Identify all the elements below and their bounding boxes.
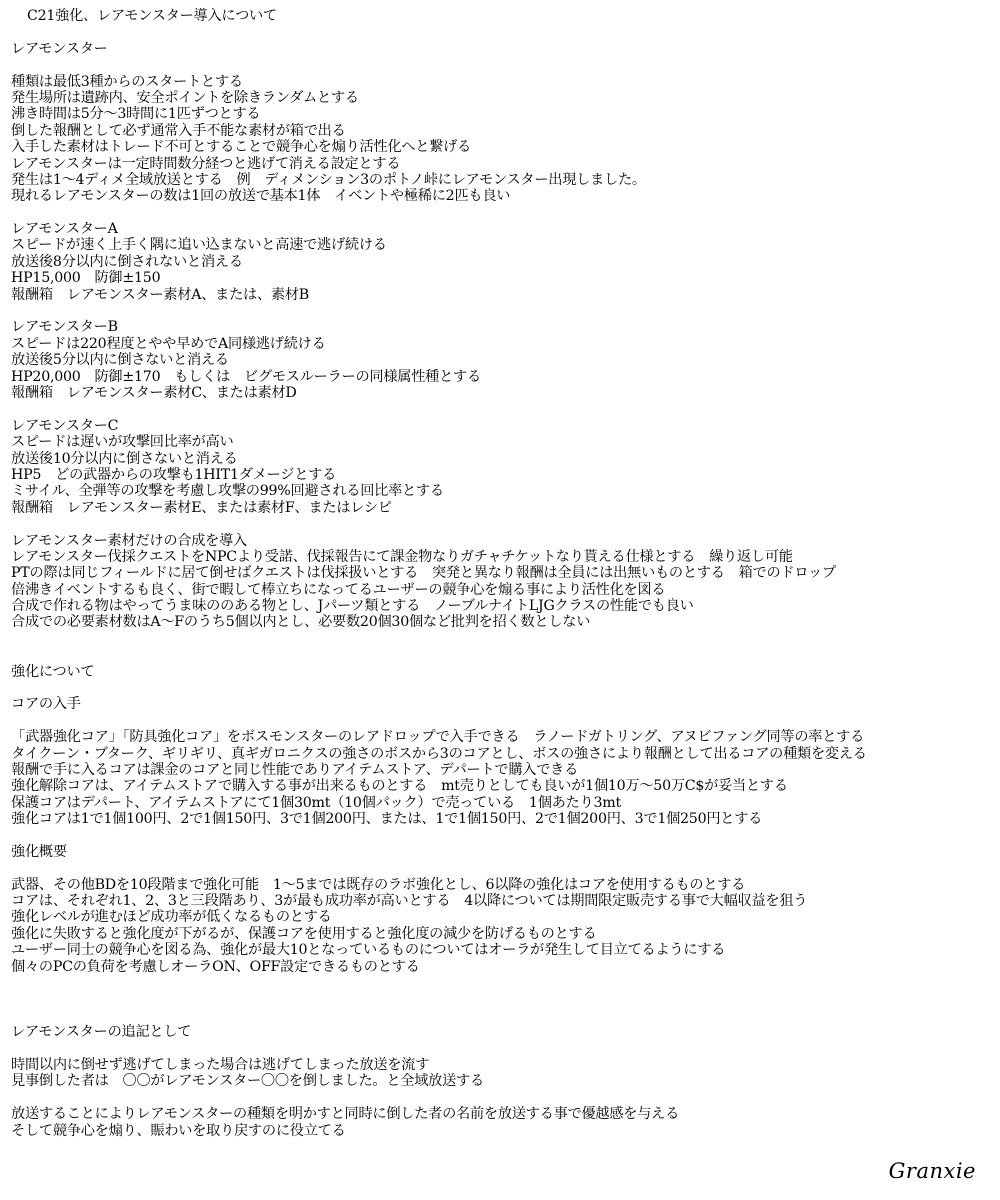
text-line: 放送後10分以内に倒さないと消える (11, 450, 238, 467)
text-line: 強化コアは1で1個100円、2で1個150円、3で1個200円、または、1で1個150円、2で1個200円、3で1個250円とする (11, 811, 763, 828)
blank-line (11, 1041, 996, 1057)
text-line: 強化に失敗すると強化度が下がるが、保護コアを使用すると強化度の減少を防げるものとする (11, 925, 597, 942)
blank-line (11, 1090, 996, 1106)
text-line: レアモンスター (11, 40, 108, 57)
blank-line (11, 713, 996, 729)
document-title: C21強化、レアモンスター導入について (27, 8, 277, 24)
text-line: HP20,000 防御±170 もしくは ビグモスルーラーの同様属性種とする (11, 368, 481, 385)
text-line: 報酬で手に入るコアは課金のコアと同じ性能でありアイテムストア、デパートで購入できる (11, 761, 579, 778)
text-line: タイクーン・ブターク、ギリギリ、真ギガロニクスの強さのボスから3のコアとし、ボスの強さにより報酬として出るコアの種類を変える (11, 745, 867, 762)
text-line: 時間以内に倒せず逃げてしまった場合は逃げてしまった放送を流す (11, 1057, 430, 1073)
text-line: 強化概要 (11, 843, 67, 860)
text-line: レアモンスター素材だけの合成を導入 (11, 532, 247, 549)
text-line: ミサイル、全弾等の攻撃を考慮し攻撃の99%回避される回比率とする (11, 483, 444, 500)
blank-line (11, 401, 996, 417)
text-line: 発生は1～4ディメ全域放送とする 例 ディメンション3のポトノ峠にレアモンスター出現しました。 (11, 171, 646, 188)
text-line: スピードは遅いが攻撃回比率が高い (11, 434, 234, 451)
text-line: コアの入手 (11, 696, 81, 713)
text-line: 入手した素材はトレード不可とすることで競争心を煽り活性化へと繋げる (11, 139, 471, 156)
text-line: 報酬箱 レアモンスター素材C、または素材D (11, 384, 297, 401)
blank-line (11, 631, 996, 647)
text-line: レアモンスターC (11, 417, 119, 434)
text-line: 見事倒した者は 〇〇がレアモンスター〇〇を倒しました。と全域放送する (11, 1073, 484, 1090)
blank-line (11, 828, 996, 844)
text-line: レアモンスターの追記として (11, 1024, 192, 1041)
blank-line (11, 516, 996, 532)
text-line: 合成での必要素材数はA～Fのうち5個以内とし、必要数20個30個など批判を招く数としない (11, 614, 591, 631)
text-line: 沸き時間は5分～3時間に1匹ずつとする (11, 106, 261, 123)
text-line: 放送することによりレアモンスターの種類を明かすと同時に倒した者の名前を放送する事で優越感を与える (11, 1106, 680, 1123)
blank-line (11, 1008, 996, 1024)
text-line: 種類は最低3種からのスタートとする (11, 73, 243, 90)
text-line: HP15,000 防御±150 (11, 270, 161, 287)
text-line: PTの際は同じフィールドに居て倒せばクエストは伐採扱いとする 突発と異なり報酬は全員には出無いものとする 箱でのドロップ (11, 565, 836, 582)
text-line: 放送後8分以内に倒されないと消える (11, 253, 243, 270)
text-line: 強化レベルが進むほど成功率が低くなるものとする (11, 909, 332, 926)
blank-line (11, 24, 996, 40)
text-line: 強化解除コアは、アイテムストアで購入する事が出来るものとする mt売りとしても良いが1個10万～50万C$が妥当とする (11, 778, 788, 795)
text-line: 放送後5分以内に倒さないと消える (11, 352, 229, 369)
text-line: 発生場所は遺跡内、安全ポイントを除きランダムとする (11, 89, 359, 106)
text-line: スピードが速く上手く隅に追い込まないと高速で逃げ続ける (11, 237, 387, 254)
blank-line (11, 680, 996, 696)
text-line: 報酬箱 レアモンスター素材A、または、素材B (11, 286, 309, 303)
blank-line (11, 647, 996, 663)
document-body (11, 8, 996, 1139)
text-line: スピードは220程度とやや早めでA同様逃げ続ける (11, 335, 326, 352)
text-line: 保護コアはデパート、アイテムストアにて1個30mt（10個パック）で売っている 1個あたり3mt (11, 794, 621, 811)
text-line: そして競争心を煽り、賑わいを取り戻すのに役立てる (11, 1122, 346, 1139)
blank-line (11, 860, 996, 876)
text-line: 報酬箱 レアモンスター素材E、または素材F、またはレシピ (11, 499, 392, 516)
blank-line (11, 205, 996, 221)
blank-line (11, 991, 996, 1007)
text-line: 武器、その他BDを10段階まで強化可能 1～5までは既存のラボ強化とし、6以降の強化はコアを使用するものとする (11, 876, 746, 893)
text-line: 「武器強化コア」「防具強化コア」をボスモンスターのレアドロップで入手できる ラノードガトリング、アヌビファング同等の率とする (11, 729, 865, 746)
text-line: 倍沸きイベントするも良く、街で暇して棒立ちになってるユーザーの競争心を煽る事により活性化を図る (11, 581, 666, 598)
text-line: レアモンスター伐採クエストをNPCより受諾、伐採報告にて課金物なりガチャチケットなり貰える仕様とする 繰り返し可能 (11, 548, 793, 565)
text-line: HP5 どの武器からの攻撃も1HIT1ダメージとする (11, 466, 337, 483)
text-line: レアモンスターは一定時間数分経つと逃げて消える設定とする (11, 155, 401, 172)
blank-line (11, 57, 996, 73)
text-line: 強化について (11, 663, 95, 680)
text-line: コアは、それぞれ1、2、3と三段階あり、3が最も成功率が高いとする 4以降については期間限定販売する事で大幅収益を狙う (11, 893, 808, 910)
blank-line (11, 975, 996, 991)
blank-line (11, 303, 996, 319)
text-line: レアモンスターA (11, 221, 118, 238)
text-line: レアモンスターB (11, 319, 118, 336)
text-line: ユーザー同士の競争心を図る為、強化が最大10となっているものについてはオーラが発生して目立てるようにする (11, 942, 726, 959)
text-line: 個々のPCの負荷を考慮しオーラON、OFF設定できるものとする (11, 958, 420, 975)
text-line: 合成で作れる物はやってうま味ののある物とし、Jパーツ類とする ノーブルナイトLJGクラスの性能でも良い (11, 598, 694, 615)
author-signature: Granxie (888, 1159, 976, 1183)
text-line: 現れるレアモンスターの数は1回の放送で基本1体 イベントや極稀に2匹も良い (11, 188, 511, 205)
text-line: 倒した報酬として必ず通常入手不能な素材が箱で出る (11, 122, 346, 139)
